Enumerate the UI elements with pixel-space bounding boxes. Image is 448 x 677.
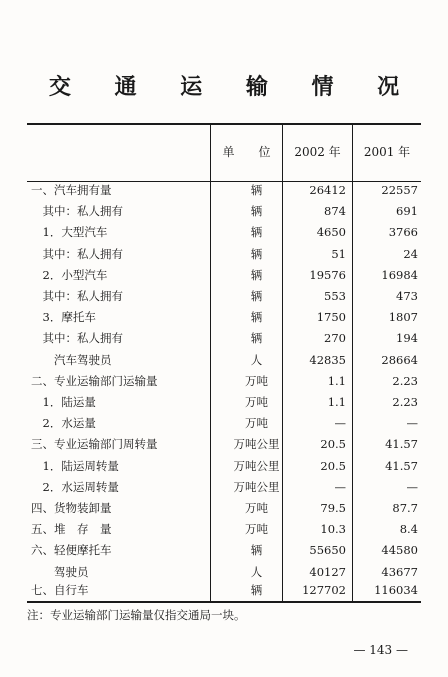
row-unit: 万吨 [245, 373, 268, 388]
row-value-2001: 116034 [374, 583, 418, 597]
row-value-2001: 16984 [381, 267, 418, 282]
row-name: 五、堆 存 量 [31, 522, 112, 537]
table-row [27, 477, 421, 498]
row-name: 六、轻便摩托车 [31, 543, 112, 558]
table-row [27, 244, 421, 265]
row-unit: 万吨公里 [233, 458, 280, 473]
row-name: 3．摩托车 [31, 310, 96, 325]
row-value-2001: 22557 [381, 183, 418, 197]
row-name: 1．陆运量 [31, 395, 96, 409]
table-bottom-rule [27, 601, 421, 603]
table-row [27, 201, 421, 222]
row-unit: 辆 [250, 310, 263, 325]
row-value-2001: 41.57 [385, 437, 418, 452]
table-row [27, 456, 421, 477]
row-unit: 辆 [250, 225, 263, 240]
row-name: 汽车驾驶员 [31, 352, 112, 367]
row-name: 一、汽车拥有量 [31, 183, 112, 197]
row-value-2001: — [406, 416, 418, 431]
row-unit: 万吨 [245, 522, 268, 537]
table-row [27, 434, 421, 455]
table-row [27, 265, 421, 286]
row-value-2002: 874 [324, 204, 346, 219]
row-value-2002: 1.1 [327, 395, 346, 409]
row-value-2002: 20.5 [320, 458, 346, 473]
page-number: — 143 — [353, 643, 408, 657]
row-unit: 万吨公里 [233, 479, 280, 494]
row-name: 2．水运量 [31, 416, 96, 431]
row-name: 二、专业运输部门运输量 [31, 373, 158, 388]
row-unit: 万吨 [245, 395, 268, 409]
row-name: 七、自行车 [31, 583, 89, 597]
table-row [27, 371, 421, 392]
row-value-2001: 28664 [381, 352, 418, 367]
row-value-2002: — [334, 416, 346, 431]
row-name: 2．小型汽车 [31, 267, 108, 282]
row-value-2001: 1807 [388, 310, 418, 325]
row-value-2002: 79.5 [320, 501, 346, 515]
row-value-2002: 1.1 [327, 373, 346, 388]
row-name: 三、专业运输部门周转量 [31, 437, 158, 452]
row-value-2002: 1750 [316, 310, 346, 325]
row-unit: 辆 [250, 543, 263, 558]
row-unit: 辆 [250, 267, 263, 282]
row-name: 2．水运周转量 [31, 479, 119, 494]
row-value-2001: 44580 [381, 543, 418, 558]
row-value-2001: 3766 [388, 225, 418, 240]
row-unit: 辆 [250, 183, 263, 197]
footnote: 注：专业运输部门运输量仅指交通局一块。 [27, 608, 246, 622]
row-name: 其中：私人拥有 [31, 246, 123, 261]
row-value-2002: 127702 [302, 583, 346, 597]
table-row [27, 328, 421, 349]
row-name: 1．大型汽车 [31, 225, 108, 240]
row-name: 1．陆运周转量 [31, 458, 119, 473]
table-row [27, 180, 421, 201]
row-value-2001: — [406, 479, 418, 494]
row-name: 驾驶员 [31, 564, 89, 579]
row-unit: 辆 [250, 204, 263, 219]
row-value-2002: 55650 [309, 543, 346, 558]
row-unit: 人 [250, 564, 263, 579]
row-value-2002: 10.3 [320, 522, 346, 537]
row-unit: 辆 [250, 289, 263, 303]
table-row [27, 519, 421, 540]
row-unit: 辆 [250, 331, 263, 346]
row-value-2001: 473 [396, 289, 418, 303]
page-title: 交 通 运 输 情 况 [48, 74, 418, 100]
table-row [27, 307, 421, 328]
row-value-2001: 41.57 [385, 458, 418, 473]
row-unit: 万吨公里 [233, 437, 280, 452]
row-value-2002: — [334, 479, 346, 494]
table-row [27, 580, 421, 601]
row-value-2001: 194 [396, 331, 418, 346]
header-year-2002: 2002 年 [294, 145, 341, 159]
row-value-2002: 40127 [309, 564, 346, 579]
row-value-2001: 2.23 [392, 373, 418, 388]
table-row [27, 392, 421, 413]
table-row [27, 222, 421, 243]
row-value-2001: 43677 [381, 564, 418, 579]
table-row [27, 413, 421, 434]
row-value-2002: 19576 [309, 267, 346, 282]
row-value-2001: 2.23 [392, 395, 418, 409]
row-name: 其中：私人拥有 [31, 289, 123, 303]
row-value-2002: 270 [324, 331, 346, 346]
row-value-2001: 24 [403, 246, 418, 261]
row-unit: 人 [250, 352, 263, 367]
table-row [27, 286, 421, 307]
row-value-2002: 553 [324, 289, 346, 303]
row-name: 四、货物装卸量 [31, 501, 112, 515]
row-unit: 万吨 [245, 501, 268, 515]
header-unit: 单 位 [222, 145, 271, 159]
row-value-2002: 4650 [316, 225, 346, 240]
row-value-2001: 87.7 [392, 501, 418, 515]
row-value-2001: 8.4 [399, 522, 418, 537]
row-name: 其中：私人拥有 [31, 204, 123, 219]
row-unit: 辆 [250, 583, 263, 597]
table-row [27, 540, 421, 561]
row-unit: 辆 [250, 246, 263, 261]
row-value-2002: 51 [331, 246, 346, 261]
header-year-2001: 2001 年 [363, 145, 411, 159]
row-value-2002: 20.5 [320, 437, 346, 452]
table-row [27, 350, 421, 371]
row-unit: 万吨 [245, 416, 268, 431]
table-row [27, 498, 421, 519]
row-name: 其中：私人拥有 [31, 331, 123, 346]
row-value-2001: 691 [396, 204, 418, 219]
row-value-2002: 42835 [309, 352, 346, 367]
row-value-2002: 26412 [309, 183, 346, 197]
